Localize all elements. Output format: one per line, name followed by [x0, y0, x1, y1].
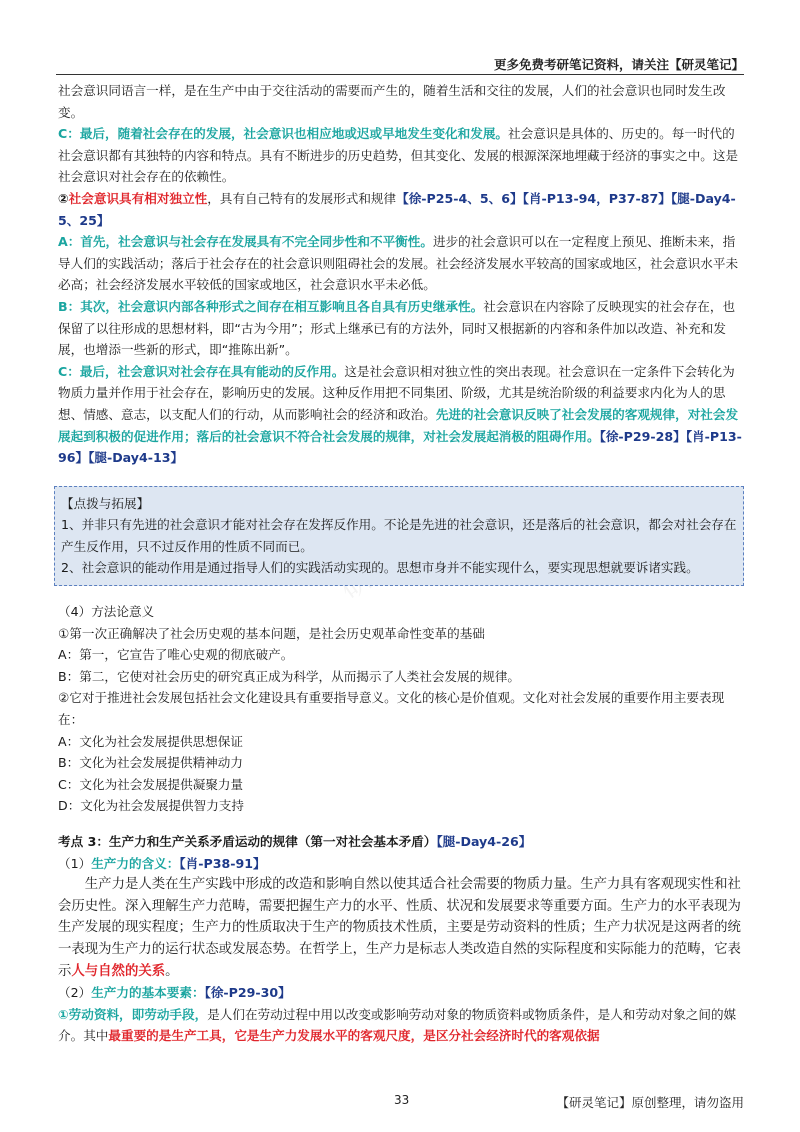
b-heading: B：其次，社会意识内部各种形式之间存在相互影响且各自具有历史继承性。: [58, 298, 484, 314]
a-text: 进步的社会意识可以在一定程度上预见、推断未来，指导人们的实践活动；落后于社会存在的社会意识则阻碍社会的发展。社会经济发展水平较高的国家或地区，社会意识水平未必高；社会经济发展水平较低的国家或地区，社会意识水平未必低。: [58, 234, 739, 293]
paragraph-c2: [58, 361, 744, 469]
spacer: [58, 817, 744, 831]
b-text: 社会意识在内容除了反映现实的社会存在，也保留了以往形成的思想材料，即“古为今用”；形式上继承已有的方法外，同时又根据新的内容和条件加以改造、补充和发展，也增添一些新的形式，即“推陈出新”。: [58, 298, 736, 358]
productivity-text: 生产力是人类在生产实践中形成的改造和影响自然以使其适合社会需要的物质力量。生产力具有客观现实性和社会历史性。深入理解生产力范畴，需要把握生产力的水平、性质、状况和发展要求等重要方面。生产力的水平表现为生产发展的现实程度；生产力的性质取决于生产的物质技术性质，主要是劳动资料的性质；生产力状况是这两者的统一表现为生产力的运行状态或发展态势。在哲学上，生产力是标志人类改造自然的实际程度和实际能力的范畴，它表示: [58, 877, 741, 979]
list-item: D：文化为社会发展提供智力支持: [58, 798, 245, 814]
h1-ref: 【肖-P38-91】: [179, 855, 266, 871]
c2-teal-text: 先进的社会意识反映了社会发展的客观规律，对社会发展起到积极的促进作用；落后的社会意识不符合社会发展的规律，对社会发展起消极的阻碍作用。: [58, 406, 739, 444]
paragraph-language: 社会意识同语言一样，是在生产中由于交往活动的需要而产生的，随着生活和交往的发展，人们的社会意识也同时发生改变。: [58, 83, 726, 120]
main-content: [58, 80, 744, 1047]
paragraph-c-dependence: [58, 123, 744, 188]
list-item: B：文化为社会发展提供精神动力: [58, 755, 243, 771]
c-heading: C：最后，随着社会存在的发展，社会意识也相应地或迟或早地发生变化和发展。: [58, 126, 509, 142]
c2-heading: C：最后，社会意识对社会存在具有能动的反作用。: [58, 363, 345, 379]
elements-heading: [58, 982, 744, 1004]
labor-heading: ①劳动资料，即劳动手段，: [58, 1006, 208, 1022]
h2-title: 生产力的基本要素：: [91, 985, 205, 1001]
paragraph-a: [58, 231, 744, 296]
method-a: A：第一，它宣告了唯心史观的彻底破产。: [58, 647, 294, 663]
independence-text: ，具有自己特有的发展形式和规律: [207, 190, 397, 206]
h1-number: （1）: [58, 855, 92, 871]
tip-box: [54, 486, 744, 586]
independence-heading: 社会意识具有相对独立性: [68, 190, 208, 206]
method-two: ②它对于推进社会发展包括社会文化建设具有重要指导意义。文化的核心是价值观。文化对社会发展的重要作用主要表现在：: [58, 690, 725, 728]
paragraph-b: [58, 296, 744, 361]
paragraph-independence: [58, 188, 744, 231]
footer-note: 【研灵笔记】原创整理，请勿盗用: [556, 1095, 744, 1110]
method-heading: （4）方法论意义: [58, 604, 155, 620]
tip-item-1: 1、并非只有先进的社会意识才能对社会存在发挥反作用。不论是先进的社会意识，还是落后的社会意识，都会对社会存在产生反作用，只不过反作用的性质不同而已。: [61, 517, 737, 554]
productivity-end: 。: [165, 963, 179, 979]
tip-item-2: 2、社会意识的能动作用是通过指导人们的实践活动实现的。思想市身并不能实现什么，要实现思想就要诉诸实践。: [61, 560, 699, 576]
labor-text: 是人们在劳动过程中用以改变或影响劳动对象的物质资料或物质条件，是人和劳动对象之间的媒介。其中: [58, 1006, 737, 1044]
list-item: A：文化为社会发展提供思想保证: [58, 733, 243, 749]
header-divider: [56, 74, 744, 75]
productivity-heading: [58, 853, 744, 875]
h2-number: （2）: [58, 985, 92, 1001]
a-heading: A：首先，社会意识与社会存在发展具有不完全同步性和不平衡性。: [58, 234, 433, 250]
h1-title: 生产力的含义：: [91, 855, 180, 871]
labor-red: 最重要的是生产工具，它是生产力发展水平的客观尺度，是区分社会经济时代的客观依据: [108, 1028, 600, 1044]
labor-paragraph: [58, 1004, 744, 1047]
h2-ref: 【徐-P29-30】: [204, 985, 291, 1001]
method-one: ①第一次正确解决了社会历史观的基本问题，是社会历史观革命性变革的基础: [58, 625, 485, 641]
productivity-body: [58, 874, 744, 982]
c2-ref: 【徐-P29-28】【肖-P13-96】【腿-Day4-13】: [58, 428, 742, 466]
productivity-red: 人与自然的关系: [71, 963, 166, 979]
c-text: 社会意识是具体的、历史的。每一时代的社会意识都有其独特的内容和特点。具有不断进步的历史趋势，但其变化、发展的根源深深地埋藏于经济的事实之中。这是社会意识对社会存在的依赖性。: [58, 126, 739, 185]
page-header: 更多免费考研笔记资料，请关注【研灵笔记】: [493, 57, 744, 72]
kaodian-ref: 【腿-Day4-26】: [436, 834, 532, 849]
kaodian-title-text: 考点 3：生产力和生产关系矛盾运动的规律（第一对社会基本矛盾）: [58, 834, 437, 849]
kaodian-title: [58, 831, 744, 853]
method-b: B：第二，它使对社会历史的研究真正成为科学，从而揭示了人类社会发展的规律。: [58, 668, 521, 684]
page-number: 33: [394, 1093, 410, 1107]
independence-ref: 【徐-P25-4、5、6】【肖-P13-94，P37-87】【腿-Day4-5、25】: [58, 190, 736, 228]
c2-text: 这是社会意识相对独立性的突出表现。社会意识在一定条件下会转化为物质力量并作用于社会存在，影响历史的发展。这种反作用把不同集团、阶级，尤其是统治阶级的利益要求内化为人的思想、情感、意志，以支配人们的行动，从而影响社会的经济和政治。: [58, 363, 735, 422]
two-prefix: ②: [58, 190, 69, 206]
tip-box-title: 【点拨与拓展】: [61, 495, 150, 511]
list-item: C：文化为社会发展提供凝聚力量: [58, 776, 244, 792]
